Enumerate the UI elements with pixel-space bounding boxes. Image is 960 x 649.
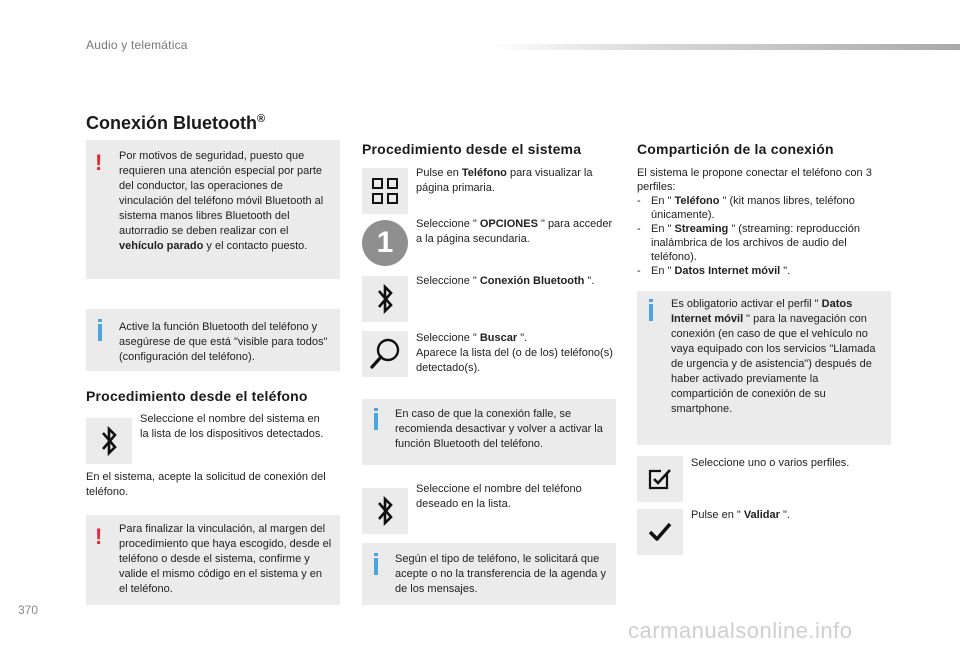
info-icon	[374, 558, 378, 575]
info-text-mobile-data: Es obligatorio activar el perfil " Datos Internet móvil " para la navegación con conexión (en caso de que el vehículo no vaya equipado con los servicios "Llamada de urgencia y de asistencia") después de haber activado previamente la compartición de conexión de su smartphone.	[671, 298, 876, 415]
profiles-section	[637, 166, 891, 278]
bluetooth-icon-box	[362, 488, 408, 534]
heading-phone-procedure: Procedimiento desde el teléfono	[86, 388, 308, 404]
system-step-bluetooth: Seleccione " Conexión Bluetooth ".	[416, 275, 595, 287]
profile-text: En " Datos Internet móvil ".	[651, 265, 791, 277]
heading-system-procedure: Procedimiento desde el sistema	[362, 141, 582, 157]
phone-step-select-system: Seleccione el nombre del sistema en la lista de los dispositivos detectados.	[140, 413, 324, 440]
system-step-options: Seleccione " OPCIONES " para acceder a la página secundaria.	[416, 218, 613, 245]
profile-item	[637, 222, 891, 264]
profiles-list	[637, 194, 891, 278]
bluetooth-icon-box	[362, 276, 408, 322]
magnifier-icon	[368, 337, 402, 371]
section-header: Audio y telemática	[86, 38, 188, 52]
info-text-activate: Active la función Bluetooth del teléfono y asegúrese de que está "visible para todos" (configuración del teléfono).	[119, 321, 328, 363]
info-text-connection-fail: En caso de que la conexión falle, se recomienda desactivar y volver a activar la función Bluetooth del teléfono.	[395, 408, 603, 450]
profile-item	[637, 194, 891, 222]
warning-box-pairing	[86, 515, 340, 605]
info-icon	[649, 304, 653, 321]
list-dash: -	[637, 195, 641, 207]
list-dash: -	[637, 223, 641, 235]
info-box-connection-fail	[362, 399, 616, 465]
profile-item	[637, 264, 891, 278]
page-title: Conexión Bluetooth®	[86, 113, 266, 133]
system-step-select-phone: Seleccione el nombre del teléfono deseado en la lista.	[416, 483, 582, 510]
checkmark-icon	[647, 521, 673, 543]
search-icon-box	[362, 331, 408, 377]
list-dash: -	[637, 265, 641, 277]
bluetooth-icon	[374, 494, 396, 528]
heading-connection-sharing: Compartición de la conexión	[637, 141, 834, 157]
grid-icon-box	[362, 168, 408, 214]
warning-text-pairing: Para finalizar la vinculación, al margen del procedimiento que haya escogido, desde el teléfono o desde el sistema, confirme y valide el mismo código en el sistema y en el teléfono.	[119, 523, 332, 595]
phone-step-accept: En el sistema, acepte la solicitud de conexión del teléfono.	[86, 471, 326, 498]
system-step-search: Seleccione " Buscar ". Aparece la lista del (o de los) teléfono(s) detectado(s).	[416, 332, 613, 374]
info-text-phone-type: Según el tipo de teléfono, le solicitará que acepte o no la transferencia de la agenda y de los mensajes.	[395, 553, 606, 595]
checkbox-icon	[647, 467, 673, 491]
info-icon	[98, 324, 102, 341]
warning-text-safety: Por motivos de seguridad, puesto que requieren una atención especial por parte del conductor, las operaciones de vinculación del teléfono móvil Bluetooth al sistema manos libres Bluetooth del autorradio se deben realizar con el vehículo parado y el contacto puesto.	[119, 150, 324, 252]
profile-text: En " Teléfono " (kit manos libres, teléfono únicamente).	[651, 195, 855, 221]
system-step-phone: Pulse en Teléfono para visualizar la página primaria.	[416, 167, 593, 194]
exclamation-icon: !	[95, 150, 103, 175]
info-box-mobile-data	[637, 291, 891, 445]
check-icon-box	[637, 509, 683, 555]
bluetooth-icon	[98, 424, 120, 458]
registered-mark: ®	[256, 113, 266, 125]
profile-text: En " Streaming " (streaming: reproducción inalámbrica de los archivos de audio del teléfono).	[651, 223, 860, 263]
sharing-step-validate: Pulse en " Validar ".	[691, 509, 790, 521]
checkbox-icon-box	[637, 456, 683, 502]
info-icon	[374, 413, 378, 430]
bluetooth-icon-box	[86, 418, 132, 464]
page-number: 370	[18, 603, 39, 617]
exclamation-icon: !	[95, 524, 103, 549]
warning-box-safety	[86, 140, 340, 279]
grid-icon	[371, 177, 399, 205]
step-badge-1: 1	[362, 220, 408, 266]
sharing-step-profiles: Seleccione uno o varios perfiles.	[691, 457, 850, 469]
bluetooth-icon	[374, 282, 396, 316]
profiles-intro: El sistema le propone conectar el teléfono con 3 perfiles:	[637, 167, 872, 193]
info-box-activate	[86, 309, 340, 371]
info-box-phone-type	[362, 543, 616, 605]
watermark: carmanualsonline.info	[628, 618, 853, 643]
header-gradient-bar	[488, 44, 960, 50]
